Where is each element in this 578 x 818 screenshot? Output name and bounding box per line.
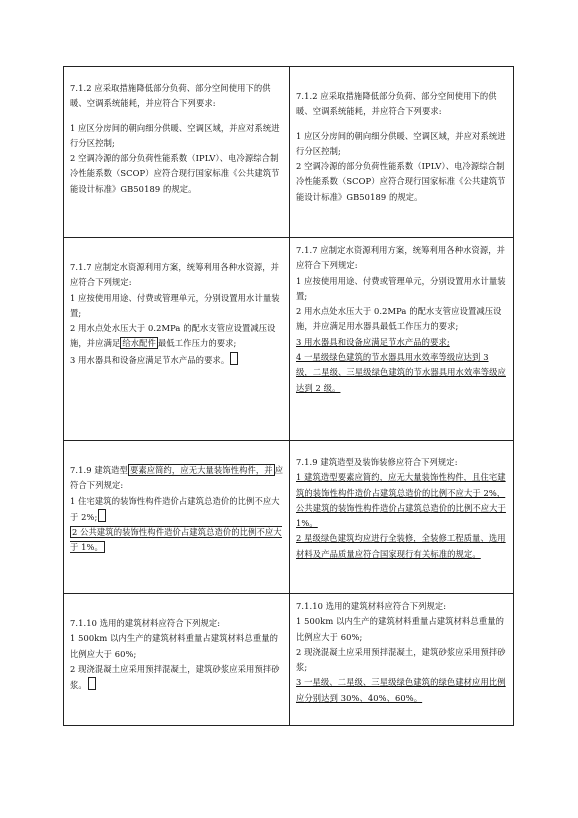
clause-heading: 7.1.2 应采取措施降低部分负荷、部分空间使用下的供暖、空调系统能耗，并应符合下列要求: xyxy=(296,91,497,117)
revised-clause-cell xyxy=(290,238,514,441)
clause-item: 1 住宅建筑的装饰性构件造价占建筑总造价的比例不应大于 2%; xyxy=(70,495,280,522)
clause-item: 1 500km 以内生产的建筑材料重量占建筑材料总重量的比例应大于 60%; xyxy=(70,633,279,659)
original-clause-cell xyxy=(64,594,290,726)
text-cursor-icon xyxy=(230,352,238,365)
clause-heading: 7.1.10 选用的建筑材料应符合下列规定: xyxy=(296,601,447,611)
clause-heading: 7.1.10 选用的建筑材料应符合下列规定: xyxy=(70,618,221,628)
clause-heading: 7.1.9 建筑造型及装饰装修应符合下列规定: xyxy=(296,457,458,467)
original-clause-cell xyxy=(64,67,290,238)
revised-clause-cell xyxy=(290,67,514,238)
clause-item: 2 用水点处水压大于 0.2MPa 的配水支管应设置减压设施，并应满足用水器具最低工作压力的要求; xyxy=(296,306,502,332)
clause-item: 1 应区分房间的朝向细分供暖、空调区域，并应对系统进行分区控制; xyxy=(296,130,506,156)
original-clause-cell xyxy=(64,441,290,594)
clause-item xyxy=(70,525,284,556)
clause-heading: 7.1.2 应采取措施降低部分负荷、部分空间使用下的供暖、空调系统能耗，并应符合下列要求: xyxy=(70,83,271,109)
highlight-box: 给水配件 xyxy=(122,338,156,349)
clause-item: 2 用水点处水压大于 0.2MPa 的配水支管应设置减压设施，并应满足 给水配件 最低工作压力的要求; xyxy=(70,323,276,349)
highlight-box: 2 公共建筑的装饰性构件造价占建筑总造价的比例不应大于 1%。 xyxy=(70,527,282,553)
clause-item-added: 4 一星级绿色建筑的节水器具用水效率等级应达到 3 级，二星级、三星级绿色建筑的节水器具用水效率等级应达到 2 级。 xyxy=(296,352,506,393)
clause-item: 3 用水器具和设备应满足节水产品的要求; xyxy=(296,336,450,347)
table-row xyxy=(64,441,514,594)
clause-item: 1 建筑造型要素应简约，应无大量装饰性构件，且住宅建筑的装饰性构件造价占建筑总造价的比例不应大于 2%，公共建筑的装饰性构件造价占建筑总造价的比例不应大于 1%。 xyxy=(296,472,506,529)
clause-item: 2 空调冷源的部分负荷性能系数（IPLV）、电冷源综合制冷性能系数（SCOP）应符合现行国家标准《公共建筑节能设计标准》GB50189 的规定。 xyxy=(296,161,506,202)
revised-clause-cell xyxy=(290,594,514,726)
clause-item-added: 2 星级绿色建筑均应进行全装修，全装修工程质量、选用材料及产品质量应符合国家现行有关标准的规定。 xyxy=(296,533,506,559)
clause-item: 1 应区分房间的朝向细分供暖、空调区域，并应对系统进行分区控制; xyxy=(70,122,280,148)
clause-heading: 7.1.9 建筑造型 要素应简约，应无大量装饰性构件，并 应符合下列规定: xyxy=(70,465,284,491)
clause-item: 3 用水器具和设备应满足节水产品的要求。 xyxy=(70,352,284,368)
clause-heading: 7.1.7 应制定水资源利用方案，统筹利用各种水资源，并应符合下列规定: xyxy=(296,245,506,271)
clause-item-added: 3 一星级、二星级、三星级绿色建筑的绿色建材应用比例应分别达到 30%、40%、60%。 xyxy=(296,677,506,703)
table-row xyxy=(64,594,514,726)
clause-item: 1 应按使用用途、付费或管理单元，分别设置用水计量装置; xyxy=(70,292,280,318)
revised-clause-cell xyxy=(290,441,514,594)
highlight-box: 要素应简约，应无大量装饰性构件，并 xyxy=(129,465,273,475)
comparison-table xyxy=(63,66,514,726)
text-cursor-icon xyxy=(98,509,106,522)
clause-item: 2 现浇混凝土应采用预拌混凝土，建筑砂浆应采用预拌砂浆; xyxy=(296,646,506,673)
text-cursor-icon xyxy=(88,677,96,690)
clause-heading: 7.1.7 应制定水资源利用方案，统筹利用各种水资源，并应符合下列规定: xyxy=(70,262,280,288)
table-row xyxy=(64,67,514,238)
table-row xyxy=(64,238,514,441)
clause-item: 1 500km 以内生产的建筑材料重量占建筑材料总重量的比例应大于 60%; xyxy=(296,616,505,642)
clause-item: 2 空调冷源的部分负荷性能系数（IPLV）、电冷源综合制冷性能系数（SCOP）应符合现行国家标准《公共建筑节能设计标准》GB50189 的规定。 xyxy=(70,153,280,194)
original-clause-cell xyxy=(64,238,290,441)
clause-item: 1 应按使用用途、付费或管理单元，分别设置用水计量装置; xyxy=(296,275,506,301)
clause-item: 2 现浇混凝土应采用预拌混凝土，建筑砂浆应采用预拌砂浆。 xyxy=(70,663,280,691)
